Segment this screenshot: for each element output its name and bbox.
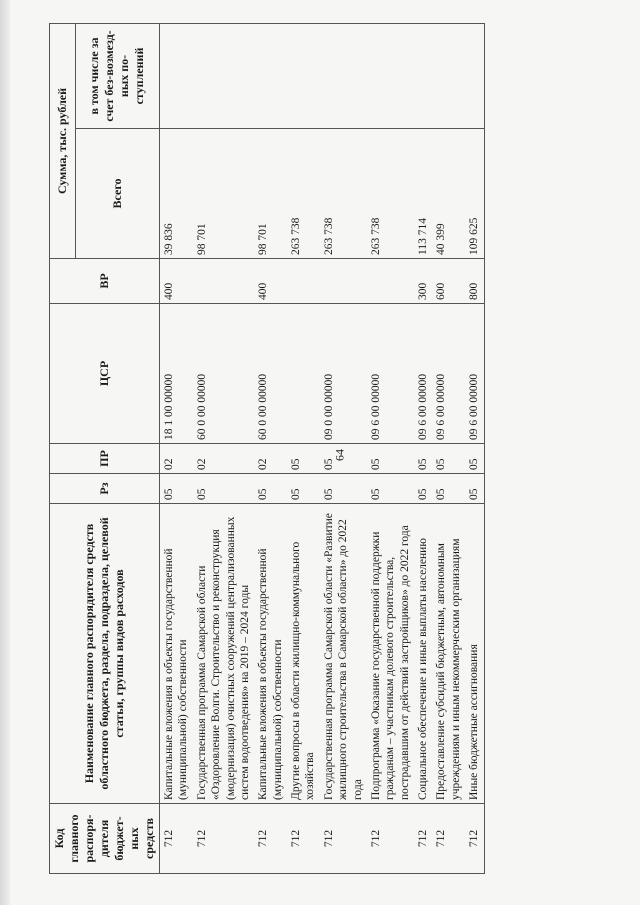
cell-csr: 60 0 00 00000 <box>254 304 287 444</box>
cell-vr: 400 <box>254 259 287 304</box>
cell-csr: 09 0 00 00000 <box>320 304 367 444</box>
cell-pr: 02 <box>254 444 287 474</box>
cell-pr: 05 <box>414 444 432 474</box>
cell-csr: 09 6 00 00000 <box>432 304 465 444</box>
cell-rz: 05 <box>254 474 287 504</box>
table-row <box>193 23 255 873</box>
cell-vr: 800 <box>465 259 484 304</box>
cell-name: Социальное обеспечение и иные выплаты населению <box>414 504 432 804</box>
cell-total: 113 714 <box>414 129 432 259</box>
cell-pr: 05 <box>367 444 414 474</box>
cell-name: Подпрограмма «Оказание государственной поддержки гражданам – участникам долевого строительства, пострадавшим от действий застройщиков» до 2022 года <box>367 504 414 804</box>
cell-rz: 05 <box>193 474 255 504</box>
cell-total: 98 701 <box>254 129 287 259</box>
cell-csr: 18 1 00 00000 <box>160 304 193 444</box>
cell-total: 263 738 <box>320 129 367 259</box>
cell-total: 39 836 <box>160 129 193 259</box>
header-pr: ПР <box>50 444 160 474</box>
cell-total: 263 738 <box>287 129 320 259</box>
cell-code: 712 <box>160 804 193 874</box>
cell-name: Государственная программа Самарской области «Развитие жилищного строительства в Самарской области» до 2022 года <box>320 504 367 804</box>
cell-code: 712 <box>193 804 255 874</box>
header-vr: ВР <box>50 259 160 304</box>
header-name: Наименование главного распорядителя средств областного бюджета, раздела, подраздела, целевой статьи, группы видов расходов <box>50 504 160 804</box>
document-page <box>49 24 609 874</box>
table-row <box>414 23 432 873</box>
table-row <box>254 23 287 873</box>
cell-pr: 05 <box>465 444 484 474</box>
cell-vr: 600 <box>432 259 465 304</box>
cell-vr <box>320 259 367 304</box>
cell-including <box>254 23 287 128</box>
page-number: 64 <box>332 449 347 461</box>
header-including: в том числе за счет без-возмезд-ных по-ступлений <box>75 23 159 128</box>
cell-rz: 05 <box>160 474 193 504</box>
cell-csr: 09 6 00 00000 <box>465 304 484 444</box>
cell-rz: 05 <box>414 474 432 504</box>
table-row <box>465 23 484 873</box>
cell-name: Другие вопросы в области жилищно-коммунального хозяйства <box>287 504 320 804</box>
cell-including <box>432 23 465 128</box>
cell-name: Государственная программа Самарской области «Оздоровление Волги. Строительство и реконструкция (модернизация) очистных сооружений централизованных систем водоотведения» на 2019 – 2024 годы <box>193 504 255 804</box>
cell-rz: 05 <box>367 474 414 504</box>
cell-name: Предоставление субсидий бюджетным, автономным учреждениям и иным некоммерческим организациям <box>432 504 465 804</box>
cell-vr: 300 <box>414 259 432 304</box>
cell-pr: 05 <box>432 444 465 474</box>
cell-rz: 05 <box>465 474 484 504</box>
cell-code: 712 <box>465 804 484 874</box>
cell-csr: 09 6 00 00000 <box>367 304 414 444</box>
table-row <box>160 23 193 873</box>
cell-csr: 09 6 00 00000 <box>414 304 432 444</box>
cell-including <box>160 23 193 128</box>
header-csr: ЦСР <box>50 304 160 444</box>
table-row <box>320 23 367 873</box>
header-rz: Рз <box>50 474 160 504</box>
scan-edge <box>0 0 10 905</box>
cell-code: 712 <box>432 804 465 874</box>
cell-name: Капитальные вложения в объекты государственной (муниципальной) собственности <box>160 504 193 804</box>
cell-csr <box>287 304 320 444</box>
cell-rz: 05 <box>320 474 367 504</box>
cell-vr <box>287 259 320 304</box>
cell-including <box>465 23 484 128</box>
header-code: Код главного распоря-дителя бюджет-ных средств <box>50 804 160 874</box>
cell-total: 263 738 <box>367 129 414 259</box>
cell-including <box>414 23 432 128</box>
cell-including <box>287 23 320 128</box>
cell-name: Иные бюджетные ассигнования <box>465 504 484 804</box>
table-row <box>287 23 320 873</box>
header-sum: Сумма, тыс. рублей <box>50 23 76 258</box>
table-body <box>160 23 485 873</box>
cell-code: 712 <box>320 804 367 874</box>
cell-code: 712 <box>254 804 287 874</box>
cell-code: 712 <box>287 804 320 874</box>
cell-rz: 05 <box>287 474 320 504</box>
cell-pr: 05 <box>287 444 320 474</box>
cell-vr <box>367 259 414 304</box>
table-header-row <box>50 23 76 873</box>
cell-code: 712 <box>414 804 432 874</box>
cell-pr: 02 <box>193 444 255 474</box>
table-row <box>367 23 414 873</box>
table-row <box>432 23 465 873</box>
cell-name: Капитальные вложения в объекты государственной (муниципальной) собственности <box>254 504 287 804</box>
cell-including <box>367 23 414 128</box>
cell-total: 98 701 <box>193 129 255 259</box>
header-total: Всего <box>75 129 159 259</box>
cell-vr <box>193 259 255 304</box>
cell-total: 40 399 <box>432 129 465 259</box>
cell-vr: 400 <box>160 259 193 304</box>
cell-including <box>320 23 367 128</box>
cell-including <box>193 23 255 128</box>
cell-csr: 60 0 00 00000 <box>193 304 255 444</box>
cell-pr: 02 <box>160 444 193 474</box>
budget-table <box>49 23 485 874</box>
cell-total: 109 625 <box>465 129 484 259</box>
cell-rz: 05 <box>432 474 465 504</box>
cell-code: 712 <box>367 804 414 874</box>
cell-pr: 05 <box>320 444 367 474</box>
